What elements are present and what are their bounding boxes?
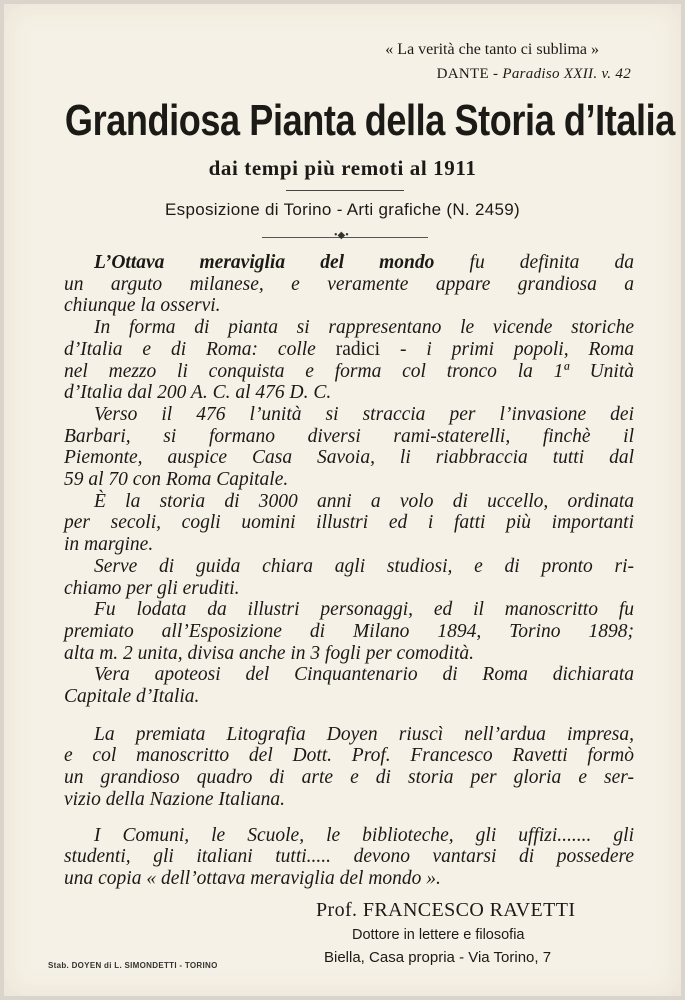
body-line: Piemonte, auspice Casa Savoia, li riabbraccia tutti dal (64, 447, 634, 469)
document-page (4, 4, 681, 996)
body-line: Barbari, si formano diversi rami-staterelli, finchè il (64, 425, 634, 447)
epigraph-quote: « La verità che tanto ci sublima » (385, 41, 599, 58)
body-line: Vera apoteosi del Cinquantenario di Roma dichiarata (94, 664, 634, 686)
body-line: premiato all’Esposizione di Milano 1894, Torino 1898; (64, 620, 634, 642)
paragraph-gap (64, 811, 634, 825)
signature-address: Biella, Casa propria - Via Torino, 7 (324, 949, 552, 966)
body-line: d’Italia dal 200 A. C. al 476 D. C. (64, 382, 332, 404)
body-line: un grandioso quadro di arte e di storia per gloria e ser- (64, 767, 634, 789)
body-text-span: fu definita da (434, 252, 634, 273)
body-line: In forma di pianta si rappresentano le vicende storiche (94, 317, 634, 339)
body-line: un arguto milanese, e veramente appare grandiosa a (64, 273, 634, 295)
body-text (64, 252, 634, 890)
body-line: studenti, gli italiani tutti..... devono vantarsi di possedere (64, 846, 634, 868)
body-line: in margine. (64, 534, 154, 556)
body-text-span: - i primi popoli, Roma (400, 338, 634, 360)
exhibition-line: Esposizione di Torino - Arti grafiche (N. 2459) (165, 200, 520, 219)
body-line: 59 al 70 con Roma Capitale. (64, 469, 289, 491)
body-line: Capitale d’Italia. (64, 686, 200, 708)
body-emphasis: L’Ottava meraviglia del mondo (94, 252, 435, 273)
epigraph-author: DANTE (436, 66, 489, 82)
body-line: alta m. 2 unita, divisa anche in 3 fogli per comodità. (64, 642, 475, 664)
body-line: chiamo per gli eruditi. (64, 577, 240, 599)
epigraph-source (437, 66, 631, 83)
printer-credit: Stab. DOYEN di L. SIMONDETTI - TORINO (48, 961, 218, 970)
body-line: La premiata Litografia Doyen riuscì nell’ardua impresa, (94, 723, 634, 745)
page-subtitle: dai tempi più remoti al 1911 (208, 156, 477, 180)
body-line: una copia « dell’ottava meraviglia del mondo ». (64, 867, 441, 889)
signature-name: Prof. FRANCESCO RAVETTI (316, 899, 576, 921)
paragraph-gap (64, 708, 634, 724)
body-line: chiunque la osservi. (64, 295, 221, 317)
body-line: I Comuni, le Scuole, le biblioteche, gli uffizi....... gli (94, 824, 634, 846)
body-text-span: d’Italia e di Roma: colle (64, 338, 316, 360)
ornament-icon: •◆• (334, 230, 349, 241)
body-line (64, 339, 634, 361)
page-title: Grandiosa Pianta della Storia d’Italia (64, 96, 675, 145)
body-upright-word: radici (315, 338, 401, 360)
signature-degree: Dottore in lettere e filosofia (352, 927, 525, 943)
body-line: Serve di guida chiara agli studiosi, e di pronto ri- (94, 555, 634, 577)
body-line: Fu lodata da illustri personaggi, ed il manoscritto fu (94, 599, 634, 621)
body-line: nel mezzo li conquista e forma col tronco la 1ª Unità (64, 360, 634, 382)
epigraph-separator: - (488, 66, 503, 82)
body-line: È la storia di 3000 anni a volo di uccello, ordinata (94, 490, 634, 512)
body-line: Verso il 476 l’unità si straccia per l’invasione dei (94, 403, 634, 425)
body-line: per secoli, cogli uomini illustri ed i fatti più importanti (64, 512, 634, 534)
body-line: vizio della Nazione Italiana. (64, 788, 285, 810)
body-line (64, 252, 634, 274)
epigraph-work: Paradiso XXII. v. 42 (502, 66, 631, 82)
body-line: e col manoscritto del Dott. Prof. Francesco Ravetti formò (64, 745, 634, 767)
divider-short (286, 190, 404, 191)
